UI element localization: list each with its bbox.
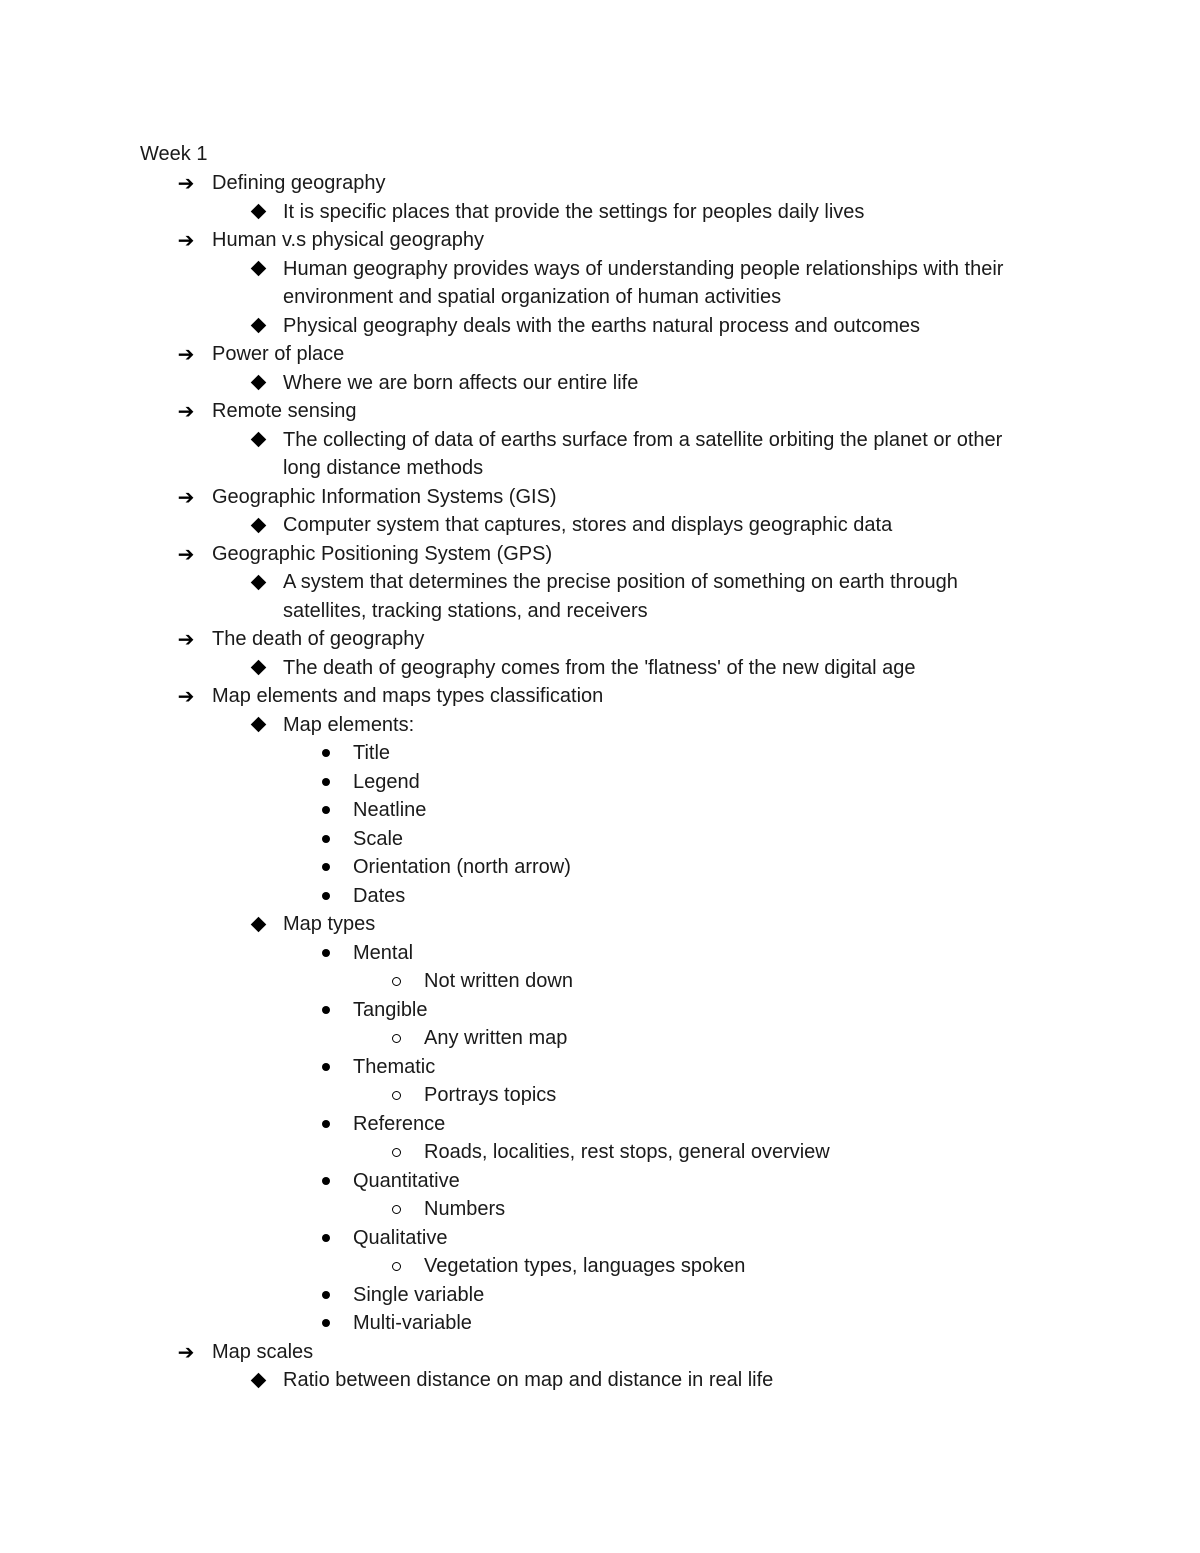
list-item-text: Qualitative: [353, 1226, 448, 1249]
list-item-text: Legend: [353, 770, 420, 793]
list-item: [0, 1338, 1200, 1367]
list-item: [0, 939, 1200, 968]
list-item-text: The collecting of data of earths surface from a satellite orbiting the planet or other: [283, 428, 1003, 451]
list-item: [0, 1138, 1200, 1167]
list-item: [0, 1252, 1200, 1281]
list-item: [0, 1167, 1200, 1196]
diamond-icon: [246, 1366, 270, 1395]
dot-icon: [316, 739, 336, 768]
page-title: Week 1: [140, 143, 208, 165]
arrow-icon: ➔: [177, 627, 195, 652]
list-item-text: Where we are born affects our entire life: [283, 371, 639, 394]
dot-icon: [316, 996, 336, 1025]
list-item-text: Title: [353, 742, 391, 764]
dot-icon: [316, 853, 336, 882]
ring-icon: [386, 1195, 406, 1224]
list-item-text: Remote sensing: [212, 400, 357, 422]
list-item-text: Neatline: [353, 799, 427, 821]
dot-icon: [316, 882, 336, 911]
list-item: [0, 1309, 1200, 1338]
diamond-icon: [246, 910, 270, 939]
arrow-icon: ➔: [177, 342, 195, 367]
list-item: [0, 1053, 1200, 1082]
list-item-text: Dates: [353, 884, 406, 907]
list-item: [0, 853, 1200, 882]
arrow-icon: ➔: [177, 541, 195, 566]
list-item-text: environment and spatial organization of human activities: [283, 286, 782, 308]
diamond-icon: [246, 654, 270, 683]
list-item-text: Computer system that captures, stores and displays geographic data: [283, 514, 893, 536]
list-item-text: The death of geography: [212, 628, 425, 650]
list-item: [0, 625, 1200, 654]
list-item-text: Tangible: [353, 998, 428, 1021]
list-item: [0, 340, 1200, 369]
list-item: [0, 682, 1200, 711]
list-item: [0, 1366, 1200, 1395]
list-item: [0, 768, 1200, 797]
list-item: [0, 1281, 1200, 1310]
dot-icon: [316, 1110, 336, 1139]
list-item: [0, 711, 1200, 740]
list-item: [0, 369, 1200, 398]
list-item: [0, 568, 1200, 597]
list-item-text: Numbers: [424, 1198, 506, 1220]
list-item-text: Map types: [283, 913, 376, 935]
list-item-text: satellites, tracking stations, and receivers: [283, 599, 648, 622]
list-item-text: long distance methods: [283, 457, 484, 479]
arrow-icon: ➔: [177, 228, 195, 253]
list-item-text: Orientation (north arrow): [353, 856, 571, 878]
dot-icon: [316, 1281, 336, 1310]
list-item: [0, 312, 1200, 341]
list-item: [0, 1195, 1200, 1224]
dot-icon: [316, 1167, 336, 1196]
list-item-text: Multi-variable: [353, 1312, 472, 1334]
diamond-icon: [246, 369, 270, 398]
diamond-icon: [246, 198, 270, 227]
list-item-text: Map elements and maps types classification: [212, 685, 604, 707]
list-item-text: Map scales: [212, 1340, 314, 1363]
list-item: [0, 882, 1200, 911]
ring-icon: [386, 1081, 406, 1110]
list-item-text: Power of place: [212, 343, 345, 365]
list-item-text: Reference: [353, 1112, 446, 1135]
ring-icon: [386, 1252, 406, 1281]
diamond-icon: [246, 711, 270, 740]
list-item: [0, 397, 1200, 426]
ring-icon: [386, 1138, 406, 1167]
diamond-icon: [246, 426, 270, 455]
list-item-text: Single variable: [353, 1283, 485, 1306]
dot-icon: [316, 796, 336, 825]
list-item: [0, 1024, 1200, 1053]
list-item: [0, 796, 1200, 825]
outline-list: [0, 169, 1200, 1395]
list-item-text: Quantitative: [353, 1169, 460, 1192]
dot-icon: [316, 1224, 336, 1253]
list-item-text: A system that determines the precise position of something on earth through: [283, 571, 958, 593]
list-item-text: It is specific places that provide the settings for peoples daily lives: [283, 200, 865, 223]
list-item-text: Roads, localities, rest stops, general overview: [424, 1141, 830, 1163]
arrow-icon: ➔: [177, 1339, 195, 1364]
list-item-text: Geographic Positioning System (GPS): [212, 542, 553, 565]
list-item: [0, 483, 1200, 512]
list-item-continuation: [0, 454, 1200, 483]
list-item-text: Not written down: [424, 970, 573, 992]
list-item: [0, 996, 1200, 1025]
list-item-text: Ratio between distance on map and distance in real life: [283, 1369, 774, 1391]
list-item: [0, 540, 1200, 569]
list-item-text: Mental: [353, 941, 414, 964]
list-item: [0, 967, 1200, 996]
list-item-text: Defining geography: [212, 172, 386, 194]
list-item-text: Geographic Information Systems (GIS): [212, 485, 557, 508]
list-item-text: Human geography provides ways of understanding people relationships with their: [283, 257, 1004, 280]
dot-icon: [316, 1309, 336, 1338]
list-item: [0, 169, 1200, 198]
dot-icon: [316, 825, 336, 854]
list-item: [0, 198, 1200, 227]
list-item-text: Physical geography deals with the earths natural process and outcomes: [283, 314, 921, 337]
list-item: [0, 1110, 1200, 1139]
arrow-icon: ➔: [177, 171, 195, 196]
list-item: [0, 654, 1200, 683]
dot-icon: [316, 768, 336, 797]
list-item: [0, 511, 1200, 540]
list-item-text: The death of geography comes from the 'flatness' of the new digital age: [283, 656, 916, 679]
list-item: [0, 255, 1200, 284]
arrow-icon: ➔: [177, 684, 195, 709]
list-item: [0, 825, 1200, 854]
list-item-continuation: [0, 597, 1200, 626]
diamond-icon: [246, 312, 270, 341]
list-item-text: Human v.s physical geography: [212, 229, 484, 251]
dot-icon: [316, 1053, 336, 1082]
ring-icon: [386, 967, 406, 996]
list-item-text: Map elements:: [283, 713, 415, 736]
list-item-continuation: [0, 283, 1200, 312]
list-item: [0, 426, 1200, 455]
list-item-text: Thematic: [353, 1055, 436, 1078]
list-item-text: Vegetation types, languages spoken: [424, 1255, 746, 1277]
list-item: [0, 739, 1200, 768]
arrow-icon: ➔: [177, 399, 195, 424]
list-item: [0, 1224, 1200, 1253]
list-item: [0, 910, 1200, 939]
list-item-text: Portrays topics: [424, 1084, 557, 1106]
ring-icon: [386, 1024, 406, 1053]
list-item: [0, 1081, 1200, 1110]
diamond-icon: [246, 568, 270, 597]
dot-icon: [316, 939, 336, 968]
list-item: [0, 226, 1200, 255]
diamond-icon: [246, 255, 270, 284]
arrow-icon: ➔: [177, 484, 195, 509]
list-item-text: Scale: [353, 827, 404, 850]
diamond-icon: [246, 511, 270, 540]
list-item-text: Any written map: [424, 1027, 568, 1049]
